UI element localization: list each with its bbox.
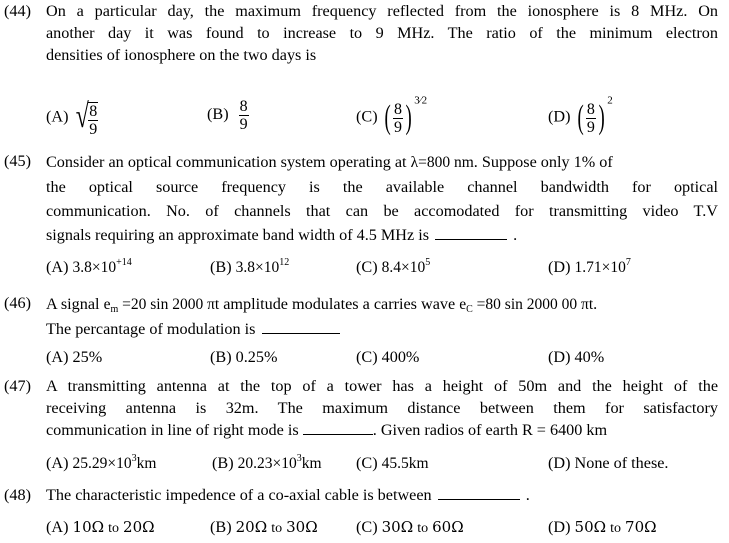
option-d[interactable] bbox=[548, 94, 613, 138]
option-label: (B) bbox=[207, 105, 229, 124]
option-c[interactable]: (C) 30Ω to 60Ω bbox=[356, 518, 464, 536]
option-a[interactable]: (A) $25.29\times 10^3km$ bbox=[46, 453, 157, 472]
options-44 bbox=[46, 88, 726, 138]
question-line: receiving antenna is 32m. The maximum distance between them for satisfactory bbox=[46, 399, 718, 417]
option-b[interactable]: (B) 20Ω to 30Ω bbox=[210, 518, 318, 536]
option-d[interactable]: (D) 50Ω to 70Ω bbox=[548, 518, 657, 536]
question-text bbox=[46, 375, 718, 441]
options-46 bbox=[46, 346, 726, 370]
question-number: (47) bbox=[4, 377, 31, 395]
option-b[interactable]: (B) $20.23\times 10^3km$ bbox=[212, 453, 322, 472]
option-b[interactable] bbox=[207, 98, 249, 133]
option-a[interactable] bbox=[46, 98, 98, 138]
question-line: Consider an optical communication system operating at λ=800 nm. Suppose only 1% of bbox=[46, 153, 613, 171]
option-d[interactable]: (D) 40% bbox=[548, 348, 605, 366]
option-label: (D) bbox=[548, 107, 571, 126]
option-a[interactable]: (A) 25% bbox=[46, 348, 103, 366]
question-line: the optical source frequency is the available channel bandwidth for optical bbox=[46, 178, 718, 196]
modulating-signal-equation: $e_m =20$ sin 2000 πt bbox=[103, 296, 220, 315]
exponent: 2 bbox=[607, 94, 613, 107]
question-text bbox=[46, 292, 718, 341]
question-text bbox=[46, 150, 718, 247]
option-b[interactable]: (B) $3.8\times 10^{12}$ bbox=[210, 257, 290, 276]
question-line: communication. No. of channels that can be accomodated for transmitting video T.V bbox=[46, 202, 718, 220]
question-number: (44) bbox=[4, 2, 31, 20]
options-45 bbox=[46, 256, 726, 280]
option-a[interactable]: (A) 10Ω to 20Ω bbox=[46, 518, 155, 536]
options-48 bbox=[46, 516, 726, 540]
option-b[interactable]: (B) 0.25% bbox=[210, 348, 278, 366]
fraction: $\frac{8}{9}$ bbox=[89, 103, 98, 138]
option-label: (C) bbox=[356, 107, 378, 126]
question-text bbox=[46, 484, 718, 506]
carrier-wave-equation: $e_C =80$ sin 2000 00 πt bbox=[459, 296, 594, 315]
question-line: densities of ionosphere on the two days is bbox=[46, 46, 317, 64]
wavelength-expression: λ=800 nm bbox=[410, 154, 474, 171]
exponent: 3⁄2 bbox=[414, 94, 428, 107]
question-44 bbox=[4, 0, 718, 66]
question-line: On a particular day, the maximum frequency reflected from the ionosphere is 8 MHz. On bbox=[46, 2, 718, 20]
question-line: A signal $e_m =20$ sin 2000 πt amplitude modulates a carries wave $e_C =80$ sin 2000 00 πt. bbox=[46, 295, 598, 315]
question-45 bbox=[4, 150, 718, 247]
question-line: another day it was found to increase to 9 MHz. The ratio of the minimum electron bbox=[46, 24, 718, 42]
answer-blank bbox=[438, 498, 520, 500]
question-48 bbox=[4, 484, 718, 506]
option-c[interactable]: (C) 45.5km bbox=[356, 454, 429, 472]
option-label: (A) bbox=[46, 107, 69, 126]
option-a[interactable]: (A) $3.8\times 10^{+14}$ bbox=[46, 257, 132, 276]
question-line: A transmitting antenna at the top of a tower has a height of 50m and the height of the bbox=[46, 377, 718, 395]
question-number: (46) bbox=[4, 294, 31, 312]
answer-blank bbox=[435, 238, 507, 240]
question-line: The characteristic impedence of a co-axial cable is between . bbox=[46, 486, 530, 504]
question-number: (45) bbox=[4, 152, 31, 170]
option-c[interactable] bbox=[356, 94, 428, 138]
options-47 bbox=[46, 452, 726, 476]
answer-blank bbox=[262, 332, 340, 334]
answer-blank bbox=[303, 433, 373, 435]
right-paren-icon: ) bbox=[405, 99, 412, 136]
sqrt-expression bbox=[73, 98, 99, 138]
fraction: $\frac{8}{9}$ bbox=[586, 100, 595, 136]
left-paren-icon: ( bbox=[384, 99, 391, 136]
question-47 bbox=[4, 375, 718, 441]
question-number: (48) bbox=[4, 486, 31, 504]
option-d[interactable]: (D) None of these. bbox=[548, 454, 669, 472]
question-line: signals requiring an approximate band width of 4.5 MHz is . bbox=[46, 226, 518, 244]
option-d[interactable]: (D) $1.71\times 10^7$ bbox=[548, 257, 631, 276]
question-46 bbox=[4, 292, 718, 341]
option-c[interactable]: (C) 400% bbox=[356, 348, 420, 366]
fraction: $\frac{8}{9}$ bbox=[239, 98, 248, 133]
right-paren-icon: ) bbox=[598, 99, 605, 136]
question-line: The percantage of modulation is bbox=[46, 317, 718, 341]
option-c[interactable]: (C) $8.4\times 10^5$ bbox=[356, 257, 431, 276]
question-text bbox=[46, 0, 718, 66]
question-line: communication in line of right mode is . Given radios of earth R = 6400 km bbox=[46, 421, 608, 439]
fraction: $\frac{8}{9}$ bbox=[393, 100, 402, 136]
left-paren-icon: ( bbox=[577, 99, 584, 136]
radical-icon: √ bbox=[75, 98, 89, 135]
